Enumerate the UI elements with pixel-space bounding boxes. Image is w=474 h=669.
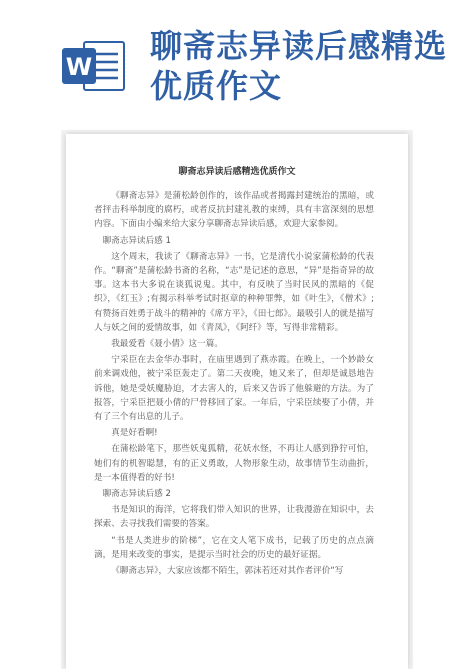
paragraph: 在蒲松龄笔下，那些妖鬼狐精，花妖水怪，不再让人感到狰狞可怕，她们有的机智聪慧，有的正义勇敢，人物形象生动，故事情节生动曲折，是一本值得看的好书! bbox=[94, 444, 374, 483]
paragraph: 《聊斋志异》是蒲松龄创作的，该作品或者揭露封建统治的黑暗，或者抨击科举制度的腐朽，或者反抗封建礼教的束缚，具有丰富深刻的思想内容。下面由小编来给大家分享聊斋志异读后感，欢迎大家参阅。 bbox=[94, 191, 374, 230]
document-body bbox=[94, 189, 374, 580]
paragraph: 宁采臣在去金华办事时，在庙里遇到了燕赤霞。在晚上，一个妙龄女前来调戏他，被宁采臣轰走了。第二天夜晚，她又来了，但却是诚恳地告诉他，她是受妖魔胁迫，才去害人的，后来又告诉了他躲避的方法。为了报答，宁采臣把聂小倩的尸骨移回了家。一年后，宁采臣续娶了小倩，并有了三个有出息的儿子。 bbox=[94, 355, 374, 423]
section-heading: 聊斋志异读后感 2 bbox=[102, 489, 171, 500]
paragraph: 书是知识的海洋，它将我们带入知识的世界，让我漫游在知识中，去探索、去寻找我们需要的答案。 bbox=[94, 505, 374, 530]
paragraph: 《聊斋志异》，大家应该都不陌生，郭沫若还对其作者评价“写 bbox=[111, 566, 344, 577]
paragraph: 这个周末，我读了《聊斋志异》一书，它是清代小说家蒲松龄的代表作。“聊斋”是蒲松龄书斋的名称，“志”是记述的意思，“异”是指奇异的故事。这本书大多说在谈狐说鬼。其中，有反映了当时民风的黑暗的《促织》，《红玉》;有揭示科举考试时抠章的种种罪弊，如《叶生》，《僧术》;有赞扬百姓勇于战斗的精神的《席方平》，《田七郎》。最吸引人的就是描写人与妖之间的爱情故事，如《青凤》，《阿纤》等，写得非常精彩。 bbox=[94, 251, 374, 333]
header-banner bbox=[0, 0, 474, 120]
paragraph: 我最爱看《聂小倩》这一篇。 bbox=[111, 339, 223, 350]
paragraph: 真是好看啊! bbox=[111, 428, 158, 439]
document-title: 聊斋志异读后感精选优质作文 bbox=[178, 167, 296, 177]
page-title: 聊斋志异读后感精选优质作文 bbox=[150, 27, 448, 105]
paragraph: “书是人类进步的阶梯”，它在文人笔下成书，记载了历史的点点滴滴，是用来改变的事实，是提示当时社会的历史的最好证据。 bbox=[94, 535, 374, 560]
word-icon-letter: W bbox=[65, 53, 93, 81]
word-icon bbox=[62, 40, 126, 92]
section-heading: 聊斋志异读后感 1 bbox=[102, 235, 171, 246]
document-page[interactable] bbox=[66, 134, 408, 669]
